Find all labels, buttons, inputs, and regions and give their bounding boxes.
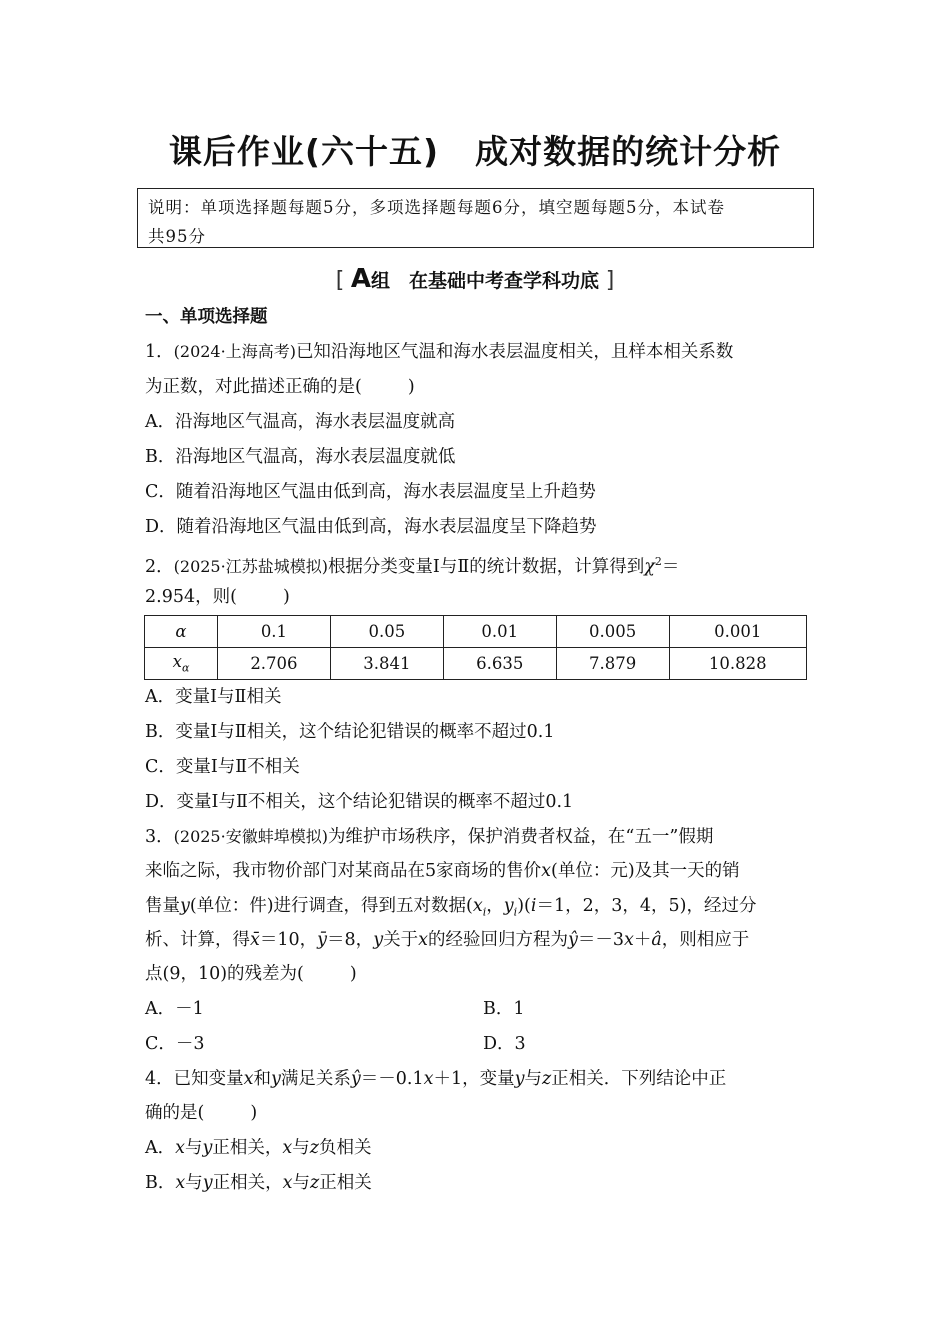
critical-value-table [144,615,807,680]
table-cell: 10.828 [669,648,806,680]
question-3-option-d: D．3 [483,1034,526,1054]
section-heading: 一、单项选择题 [145,307,268,327]
question-2-line-1: 2．(2025·江苏盐城模拟)根据分类变量Ⅰ与Ⅱ的统计数据，计算得到$\chi^2=$ [145,555,680,577]
question-3-option-c: C．－3 [145,1034,205,1054]
question-1-line-1: 1．(2024·上海高考)已知沿海地区气温和海水表层温度相关，且样本相关系数 [145,342,734,362]
question-1-option-b: B．沿海地区气温高，海水表层温度就低 [145,447,456,467]
question-4-line-1: 4．已知变量x和y满足关系ŷ＝－0.1x＋1，变量y与z正相关．下列结论中正 [145,1069,727,1089]
question-2-line-2: 2.954，则( ) [145,587,290,607]
page-title: 课后作业(六十五) 成对数据的统计分析 [168,132,782,171]
table-cell: 6.635 [443,648,556,680]
table-cell: 0.001 [669,616,806,648]
instructions-box [137,188,814,248]
table-cell: 0.005 [556,616,669,648]
question-3-option-b: B．1 [483,999,525,1019]
question-1-option-d: D．随着沿海地区气温由低到高，海水表层温度呈下降趋势 [145,517,597,537]
table-row [145,648,807,680]
instructions-line-2: 共95分 [148,227,206,246]
question-2-option-b: B．变量Ⅰ与Ⅱ相关，这个结论犯错误的概率不超过0.1 [145,722,555,742]
question-3-option-a: A．－1 [145,999,204,1019]
question-1-line-2: 为正数，对此描述正确的是( ) [145,377,415,397]
question-3-line-4: 析、计算，得x̄＝10，ȳ＝8，y关于x的经验回归方程为ŷ＝－3x＋â，则相应于 [145,930,750,950]
question-2-option-a: A．变量Ⅰ与Ⅱ相关 [145,687,282,707]
question-3-line-3: 售量y(单位：件)进行调查，得到五对数据($x_i$，$y_i)(i=1$，2，3，4，5)，经过分 [145,896,757,919]
group-label: 组 在基础中考查学科功底 [371,270,600,292]
question-3-line-5: 点(9，10)的残差为( ) [145,964,357,984]
table-header-alpha: α [145,616,218,648]
table-cell: 7.879 [556,648,669,680]
question-4-line-2: 确的是( ) [145,1103,258,1123]
question-4-option-a: A．x与y正相关，x与z负相关 [145,1138,372,1158]
group-heading: [ A组 在基础中考查学科功底 ] [335,264,615,294]
question-2-option-c: C．变量Ⅰ与Ⅱ不相关 [145,757,300,777]
group-badge-letter: A [350,264,372,294]
instructions-line-1: 说明：单项选择题每题5分，多项选择题每题6分，填空题每题5分，本试卷 [148,198,725,217]
question-1-option-a: A．沿海地区气温高，海水表层温度就高 [145,412,456,432]
table-cell: 3.841 [330,648,443,680]
question-1-option-c: C．随着沿海地区气温由低到高，海水表层温度呈上升趋势 [145,482,596,502]
table-cell: 0.1 [218,616,331,648]
table-cell: 0.01 [443,616,556,648]
table-cell: 0.05 [330,616,443,648]
table-row [145,616,807,648]
question-3-line-1: 3．(2025·安徽蚌埠模拟)为维护市场秩序，保护消费者权益，在“五一”假期 [145,827,714,847]
table-header-x-alpha: $x_\alpha$ [145,648,218,680]
table-cell: 2.706 [218,648,331,680]
question-2-option-d: D．变量Ⅰ与Ⅱ不相关，这个结论犯错误的概率不超过0.1 [145,792,574,812]
question-3-line-2: 来临之际，我市物价部门对某商品在5家商场的售价x(单位：元)及其一天的销 [145,861,740,881]
question-4-option-b: B．x与y正相关，x与z正相关 [145,1173,372,1193]
